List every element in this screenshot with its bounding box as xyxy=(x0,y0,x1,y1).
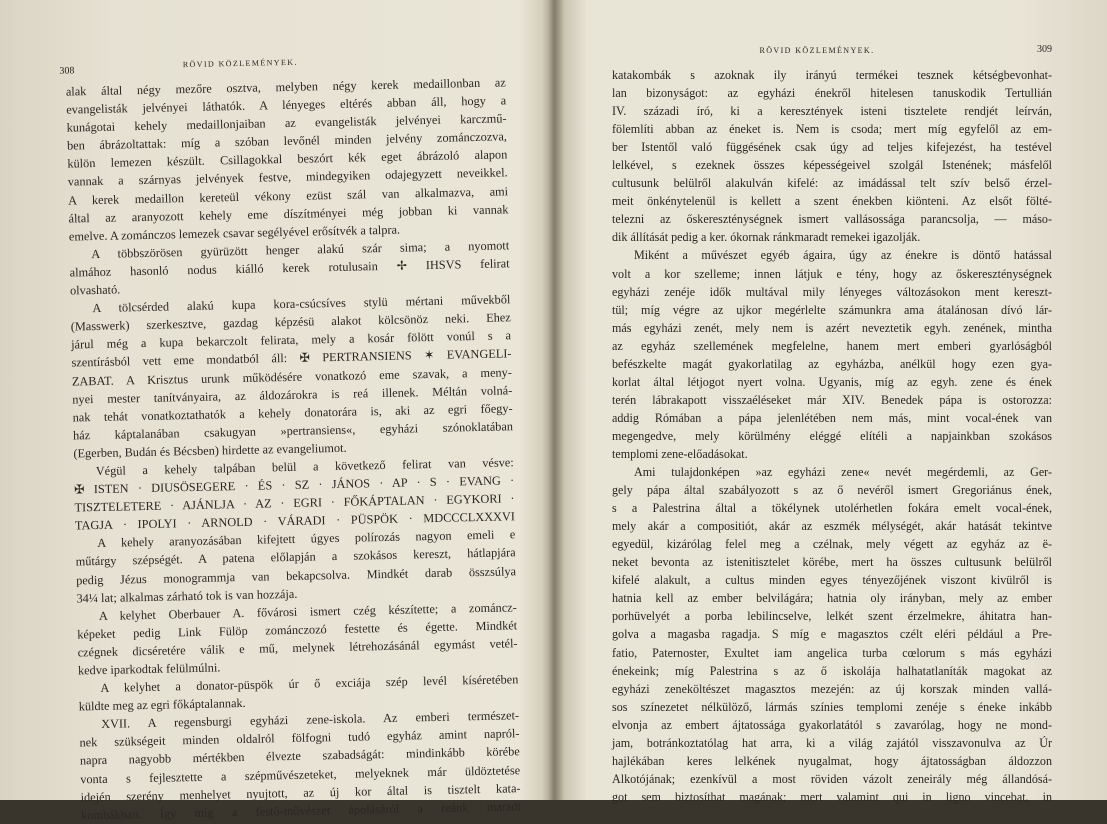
text-line: golva a magasba ragadja. S míg e magasztos czélt eléri például a Pre- xyxy=(612,627,1052,642)
text-line: nyei mester tanítványaira, az áldozárokra is reá illenek. Méltán volná- xyxy=(72,382,513,407)
text-line: műtárgy szépségét. A patena előlapján a szokásos kereszt, hátlapjára xyxy=(75,545,516,569)
text-line: szentírásból vett eme mondatból áll: ✠ PERTRANSIENS ✶ EVANGELI- xyxy=(71,346,512,370)
text-line: dik állítását pedig a ker. ókornak ránkmaradt remekei igazolják. xyxy=(612,230,921,245)
text-line: más egyházi zenét, mely nem is azért neveztetik egyh. zenének, mintha xyxy=(612,320,1052,335)
text-line: A kehely aranyozásában kifejtett úgyes polírozás nagyon emeli e xyxy=(97,527,516,551)
text-line: A többszörösen gyürüzött henger alakú szár sima; a nyomott xyxy=(91,238,510,261)
text-line: hajlékában keres lelkének nyugalmat, hogy ájtatosságban áldozzon xyxy=(612,753,1052,768)
text-line: napra nagyobb mértékben élvezte szabadságát: mindinkább körébe xyxy=(79,744,520,768)
book-gutter xyxy=(542,0,564,800)
right-page xyxy=(612,0,1052,804)
text-line: ház káptalanában csakugyan »pertransiens«, egyházi szónoklatában xyxy=(72,419,514,443)
text-line: Végül a kehely talpában belül a következő felirat van vésve: xyxy=(95,455,514,479)
left-page-body xyxy=(66,73,521,824)
text-line: sos színezetet nélkülöző, lármás színies templomi zenéje s éneke inkább xyxy=(612,699,1052,714)
text-line: külön lemezen készült. Csillagokkal beszórt kék eget ábrázoló alapon xyxy=(67,147,508,171)
text-line: ZABAT. A Krisztus urunk működésére vonatkozó eme szavak, a meny- xyxy=(71,364,512,389)
text-line: nak tehát vonatkoztathatók a kehely donatorára is, aki az egri főegy- xyxy=(72,400,513,425)
text-line: templomi zene-előadásokat. xyxy=(612,446,748,461)
text-line: evangelisták jelvényei láthatók. A lényeges eltérés abban áll, hogy a xyxy=(66,93,507,117)
right-running-head xyxy=(612,46,1052,66)
text-line: telezni az őskereszténységnek ismert vallásossága parancsolja, — máso- xyxy=(612,212,1052,227)
text-line: fatio, Paternoster, Exultet iam angelica turba cœlorum s más egyházi xyxy=(612,645,1052,660)
right-page-number: 309 xyxy=(1037,44,1052,55)
text-line: A tölcsérded alakú kupa kora-csúcsíves stylü mértani művekből xyxy=(92,292,511,316)
text-line: lan bizonyságot: az egyházi énekről hitelesen tanuskodik Tertullián xyxy=(612,86,1052,101)
text-line: Miként a művészet egyéb ágaira, úgy az énekre is döntő hatással xyxy=(634,248,1052,263)
text-line: alak által négy mezőre osztva, melyben négy kerek medaillonban az xyxy=(65,75,506,99)
text-line: mely akár a compositiót, akár az eszmék mélységét, akár hatását tekintve xyxy=(612,519,1052,534)
text-line: befészkelte magát gyakorlatilag az egyházba, anélkül hogy ezen gya- xyxy=(612,356,1052,371)
text-line: által az aranyozott kehely eme díszítményei még jobban ki vannak xyxy=(68,202,509,226)
text-line: emelve. A zománczos lemezek csavar segélyével erősítvék a talpra. xyxy=(68,222,401,244)
text-line: kedve iparkodtak felülmúlni. xyxy=(77,660,221,678)
text-line: kombákban. Így míg a festő-művészet ápolásáról a reánk maradt xyxy=(80,798,522,823)
text-line: porhüvelyét a porba lebilincselve, lelkét szent érzelmekre, áhitatra han- xyxy=(612,609,1052,624)
text-line: 34¼ lat; alkalmas zárható tok is van hozzája. xyxy=(76,586,298,606)
text-line: Ami tulajdonképen »az egyházi zene« nevét megérdemli, az Ger- xyxy=(634,465,1052,480)
text-line: s a Palestrina által a tökélynek utolérhetlen fokára emelt vocal-ének, xyxy=(612,501,1052,516)
text-line: A kerek medaillon kereteül vékony ezüst szál van alkalmazva, ami xyxy=(67,183,509,208)
text-line: kifelé alakult, a cultus minden egyes tényezőjének viszont kivülről is xyxy=(612,573,1052,588)
text-line: egyházi zenéje idők multával mily lényeges változásokon ment kereszt- xyxy=(612,284,1052,299)
text-line: küldte meg az egri főkáptalannak. xyxy=(78,696,246,714)
text-line: tül; míg végre az ujkor megérlelte számunkra ama átalánosan dívó lár- xyxy=(612,302,1052,317)
text-line: képeket pedig Link Fülöp zománczozó festette és égette. Mindkét xyxy=(77,618,518,642)
text-line: neket bevonta az istenitisztelet körébe, mert ha összes cultusunk belülről xyxy=(612,555,1052,570)
text-line: czégnek dicséretére válik e mű, melynek létrehozásánál egymást vetél- xyxy=(77,636,518,660)
text-line: pedig Jézus monogrammja van bekapcsolva. Mindkét darab összsúlya xyxy=(75,563,517,588)
text-line: A kelyhet Oberbauer A. fővárosi ismert czég készítette; a zománcz- xyxy=(98,599,517,623)
text-line: ✠ ISTEN · DIUSÖSEGERE · ÉS · SZ · JÁNOS · AP · S · EVANG · xyxy=(74,473,515,497)
text-line: nek szükségeit minden oldalról fölfogni tudó egyház amint napról- xyxy=(79,726,520,750)
text-line: fölemlíti abban az éneket is. Nem is csoda; mert míg egyfelől az em- xyxy=(612,122,1052,137)
text-line: got sem biztosíthat magának; mert valamint qui in ligno vincebat, in xyxy=(612,789,1052,804)
text-line: járul még a kupa bekarczolt felirata, mely a kosár fölött vonúl s a xyxy=(71,328,512,352)
text-line: IV. századi író, ki a keresztények isteni tisztelete rendjét leírván, xyxy=(612,104,1052,119)
text-line: cultusunk belülről alakulván kifelé: az imádással telt szív belső érzel- xyxy=(612,176,1052,191)
text-line: addig Rómában a pápa jelenlétében nem más, mint vocal-ének van xyxy=(612,410,1052,425)
text-line: jam, botránkoztatólag hat arra, ki a világ zajától visszavonulva az Úr xyxy=(612,735,1052,750)
left-running-title: RÖVID KÖZLEMÉNYEK. xyxy=(182,57,298,70)
text-line: (Egerben, Budán és Bécsben) hirdette az evangeliumot. xyxy=(73,440,347,461)
left-page-number: 308 xyxy=(59,65,75,77)
text-line: XVII. A regensburgi egyházi zene-iskola. Az emberi természet- xyxy=(100,708,520,732)
text-line: A kelyhet a donator-püspök úr ő exciája szép levél kíséretében xyxy=(100,672,519,696)
text-line: TAGJA · IPOLYI · ARNOLD · VÁRADI · PÜSPÖK · MDCCCLXXXVI xyxy=(74,509,516,533)
text-line: az egyház szellemének megfelelne, hanem mert emberi gyarlóságból xyxy=(612,338,1052,353)
text-line: megengedve, mely körülmény eléggé elítéli a napjainkban szokásos xyxy=(612,428,1052,443)
text-line: vannak a szárnyas jelvények festve, mindegyiken odajegyzett neveikkel. xyxy=(67,165,508,190)
text-line: meit önkénytelenül is kellett a szent énekben kiönteni. Az elsőt fölté- xyxy=(612,194,1052,209)
text-line: egyedül, kizárólag felel meg a czélnak, mely végett az egyház az ë- xyxy=(612,537,1052,552)
text-line: egyházi zeneköltészet magasztos mezején: az új korszak minden vallá- xyxy=(612,681,1052,696)
text-line: hatnia kell az ember belvilágára; hatnia oly irányban, mely az ember xyxy=(612,591,1052,606)
text-line: lelkével, s ezeknek összes képességeivel szolgál Istenének; másfelől xyxy=(612,158,1052,173)
text-line: korlat által létjogot nyert volna. Ugyanis, míg az egyh. zene és ének xyxy=(612,374,1052,389)
text-line: terén lábrakapott visszaéléseket már XIV. Benedek pápa is ostorozza: xyxy=(612,392,1052,407)
text-line: kunágotai kehely medaillonjaiban az evangelisták jelvényei karczmű- xyxy=(66,111,507,135)
text-line: almához hasonló nodus kiálló kerek rotulusain ✢ IHSVS felirat xyxy=(69,256,510,280)
right-running-title: RÖVID KÖZLEMÉNYEK. xyxy=(759,46,875,55)
right-page-body xyxy=(612,66,1052,806)
text-line: ber Istentől való függésének csak úgy ad teljes kifejezést, ha testével xyxy=(612,140,1052,155)
text-line: gely pápa által szabályozott s az ő nevéről ismert Gregoriánus ének, xyxy=(612,483,1052,498)
text-line: Alkotójának; ezenkívül a most röviden vázolt zeneirály még állandósá- xyxy=(612,771,1052,786)
text-line: énekeink; míg Palestrina s az ő iskolája halhatatlaníták magokat az xyxy=(612,663,1052,678)
text-line: olvasható. xyxy=(69,282,121,298)
text-line: vonta s fejlesztette a szépművészeteket, melyeknek már üldöztetése xyxy=(80,762,521,786)
text-line: TISZTELETERE · AJÁNLJA · AZ · EGRI · FŐKÁPTALAN · EGYKORI · xyxy=(74,491,515,515)
text-line: (Masswerk) szerkesztve, gazdag képzésü alakot kölcsönöz neki. Ehez xyxy=(70,310,511,334)
text-line: elvonja az embert ájtatossága gyakorlatától s zavarólag, hogy ne mond- xyxy=(612,717,1052,732)
text-line: ben ábrázoltattak: míg a szóban levőnél minden jelvény zománczozva, xyxy=(66,129,508,153)
text-line: volt a kor szelleme; innen látjuk e tény, hogy az őskereszténységnek xyxy=(612,266,1052,281)
text-line: idején szerény menhelyet nyujtott, az új kor által is tisztelt kata- xyxy=(80,780,521,805)
text-line: katakombák s azoknak ily irányú termékei tesznek kétségbevonhat- xyxy=(612,68,1052,82)
left-page xyxy=(59,0,522,823)
